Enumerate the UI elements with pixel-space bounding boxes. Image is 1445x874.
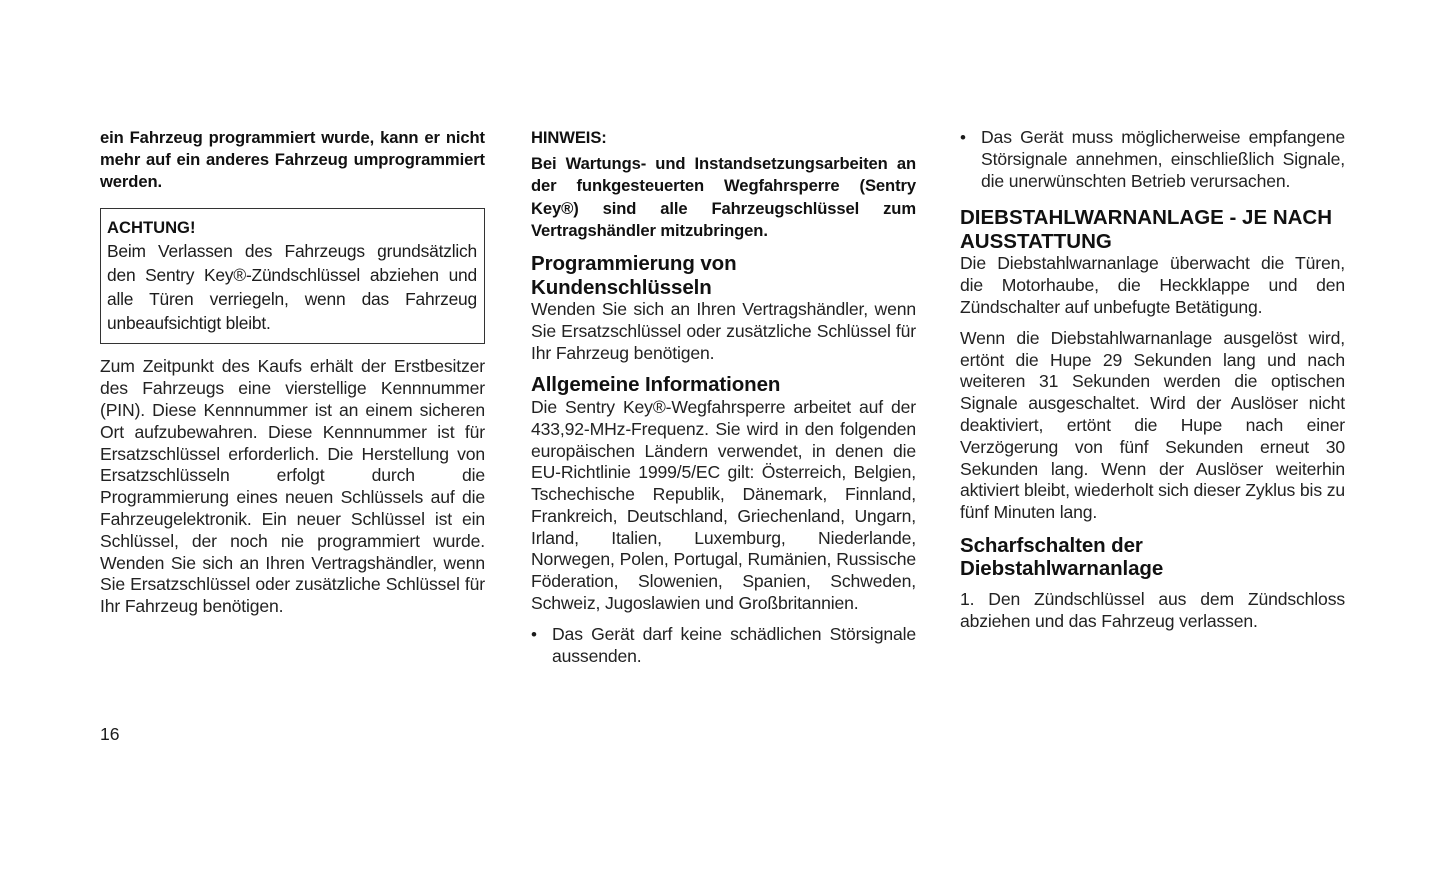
column-left bbox=[100, 127, 485, 618]
column-middle bbox=[531, 127, 916, 667]
programmierung-paragraph: Wenden Sie sich an Ihren Vertragshändler, wenn Sie Ersatzschlüssel oder zusätzliche Schlüssel für Ihr Fahrzeug benötigen. bbox=[531, 299, 916, 363]
intro-bold-text: ein Fahrzeug programmiert wurde, kann er nicht mehr auf ein anderes Fahrzeug umprogrammiert werden. bbox=[100, 128, 485, 192]
pin-paragraph: Zum Zeitpunkt des Kaufs erhält der Erstbesitzer des Fahrzeugs eine vierstellige Kennnummer (PIN). Diese Kennnummer ist an einem sicheren Ort aufzubewahren. Diese Kennnummer ist für Ersatzschlüssel erforderlich. Die Herstellung von Ersatzschlüsseln erfolgt durch die Programmierung eines neuen Schlüssels auf die Fahrzeugelektronik. Ein neuer Schlüssel ist ein Schlüssel, der noch nie programmiert wurde. Wenden Sie sich an Ihren Vertragshändler, wenn Sie Ersatzschlüssel oder zusätzliche Schlüssel für Ihr Fahrzeug benötigen. bbox=[100, 356, 485, 617]
diebstahlwarnanlage-paragraph: Die Diebstahlwarnanlage überwacht die Türen, die Motorhaube, die Heckklappe und den Zündschalter auf unbefugte Betätigung. bbox=[960, 253, 1345, 317]
alarm-paragraph: Wenn die Diebstahlwarnanlage ausgelöst wird, ertönt die Hupe 29 Sekunden lang und nach weiteren 31 Sekunden werden die optischen Signale ausgeschaltet. Wird der Auslöser nicht deaktiviert, ertönt die Hupe nach einer Verzögerung von fünf Sekunden erneut 30 Sekunden lang. Wenn der Auslöser weiterhin aktiviert bleibt, wiederholt sich dieser Zyklus bis zu fünf Minuten lang. bbox=[960, 327, 1345, 523]
bullet-icon: • bbox=[531, 624, 537, 644]
bullet-text: Das Gerät darf keine schädlichen Störsignale aussenden. bbox=[552, 623, 916, 666]
warning-text: Beim Verlassen des Fahrzeugs grundsätzlich den Sentry Key®-Zündschlüssel abziehen und alle Türen verriegeln, wenn das Fahrzeug unbeaufsichtigt bleibt. bbox=[107, 240, 477, 334]
heading-scharfschalten: Scharfschalten der Diebstahlwarnanlage bbox=[960, 533, 1164, 581]
note-text: Bei Wartungs- und Instandsetzungsarbeiten an der funkgesteuerten Wegfahrsperre (Sentry Key®) sind alle Fahrzeugschlüssel zum Vertragshändler mitzubringen. bbox=[531, 154, 916, 240]
page-number: 16 bbox=[100, 724, 120, 744]
heading-diebstahlwarnanlage: DIEBSTAHLWARNANLAGE - JE NACH AUSSTATTUNG bbox=[960, 206, 1333, 253]
column-right bbox=[960, 127, 1345, 633]
warning-box bbox=[100, 208, 485, 345]
note-title: HINWEIS: bbox=[531, 128, 607, 147]
bullet-text: Das Gerät muss möglicherweise empfangene Störsignale annehmen, einschließlich Signale, die unerwünschten Betrieb verursachen. bbox=[981, 127, 1345, 191]
informationen-paragraph: Die Sentry Key®-Wegfahrsperre arbeitet auf der 433,92-MHz-Frequenz. Sie wird in den folgenden europäischen Ländern verwendet, in denen die EU-Richtlinie 1999/5/EC gilt: Österreich, Belgien, Tschechische Republik, Dänemark, Finnland, Frankreich, Deutschland, Griechenland, Ungarn, Irland, Italien, Luxemburg, Niederlande, Norwegen, Polen, Portugal, Rumänien, Russische Föderation, Slowenien, Spanien, Schweden, Schweiz, Jugoslawien und Großbritannien. bbox=[531, 396, 916, 614]
bullet-icon: • bbox=[960, 128, 966, 147]
step-1-text: 1. Den Zündschlüssel aus dem Zündschloss abziehen und das Fahrzeug verlassen. bbox=[960, 588, 1345, 631]
bullet-item bbox=[960, 127, 1345, 192]
warning-title: ACHTUNG! bbox=[107, 217, 196, 237]
bullet-item bbox=[531, 624, 916, 668]
heading-allgemeine-informationen: Allgemeine Informationen bbox=[531, 373, 781, 397]
heading-programmierung: Programmierung von Kundenschlüsseln bbox=[531, 252, 737, 299]
